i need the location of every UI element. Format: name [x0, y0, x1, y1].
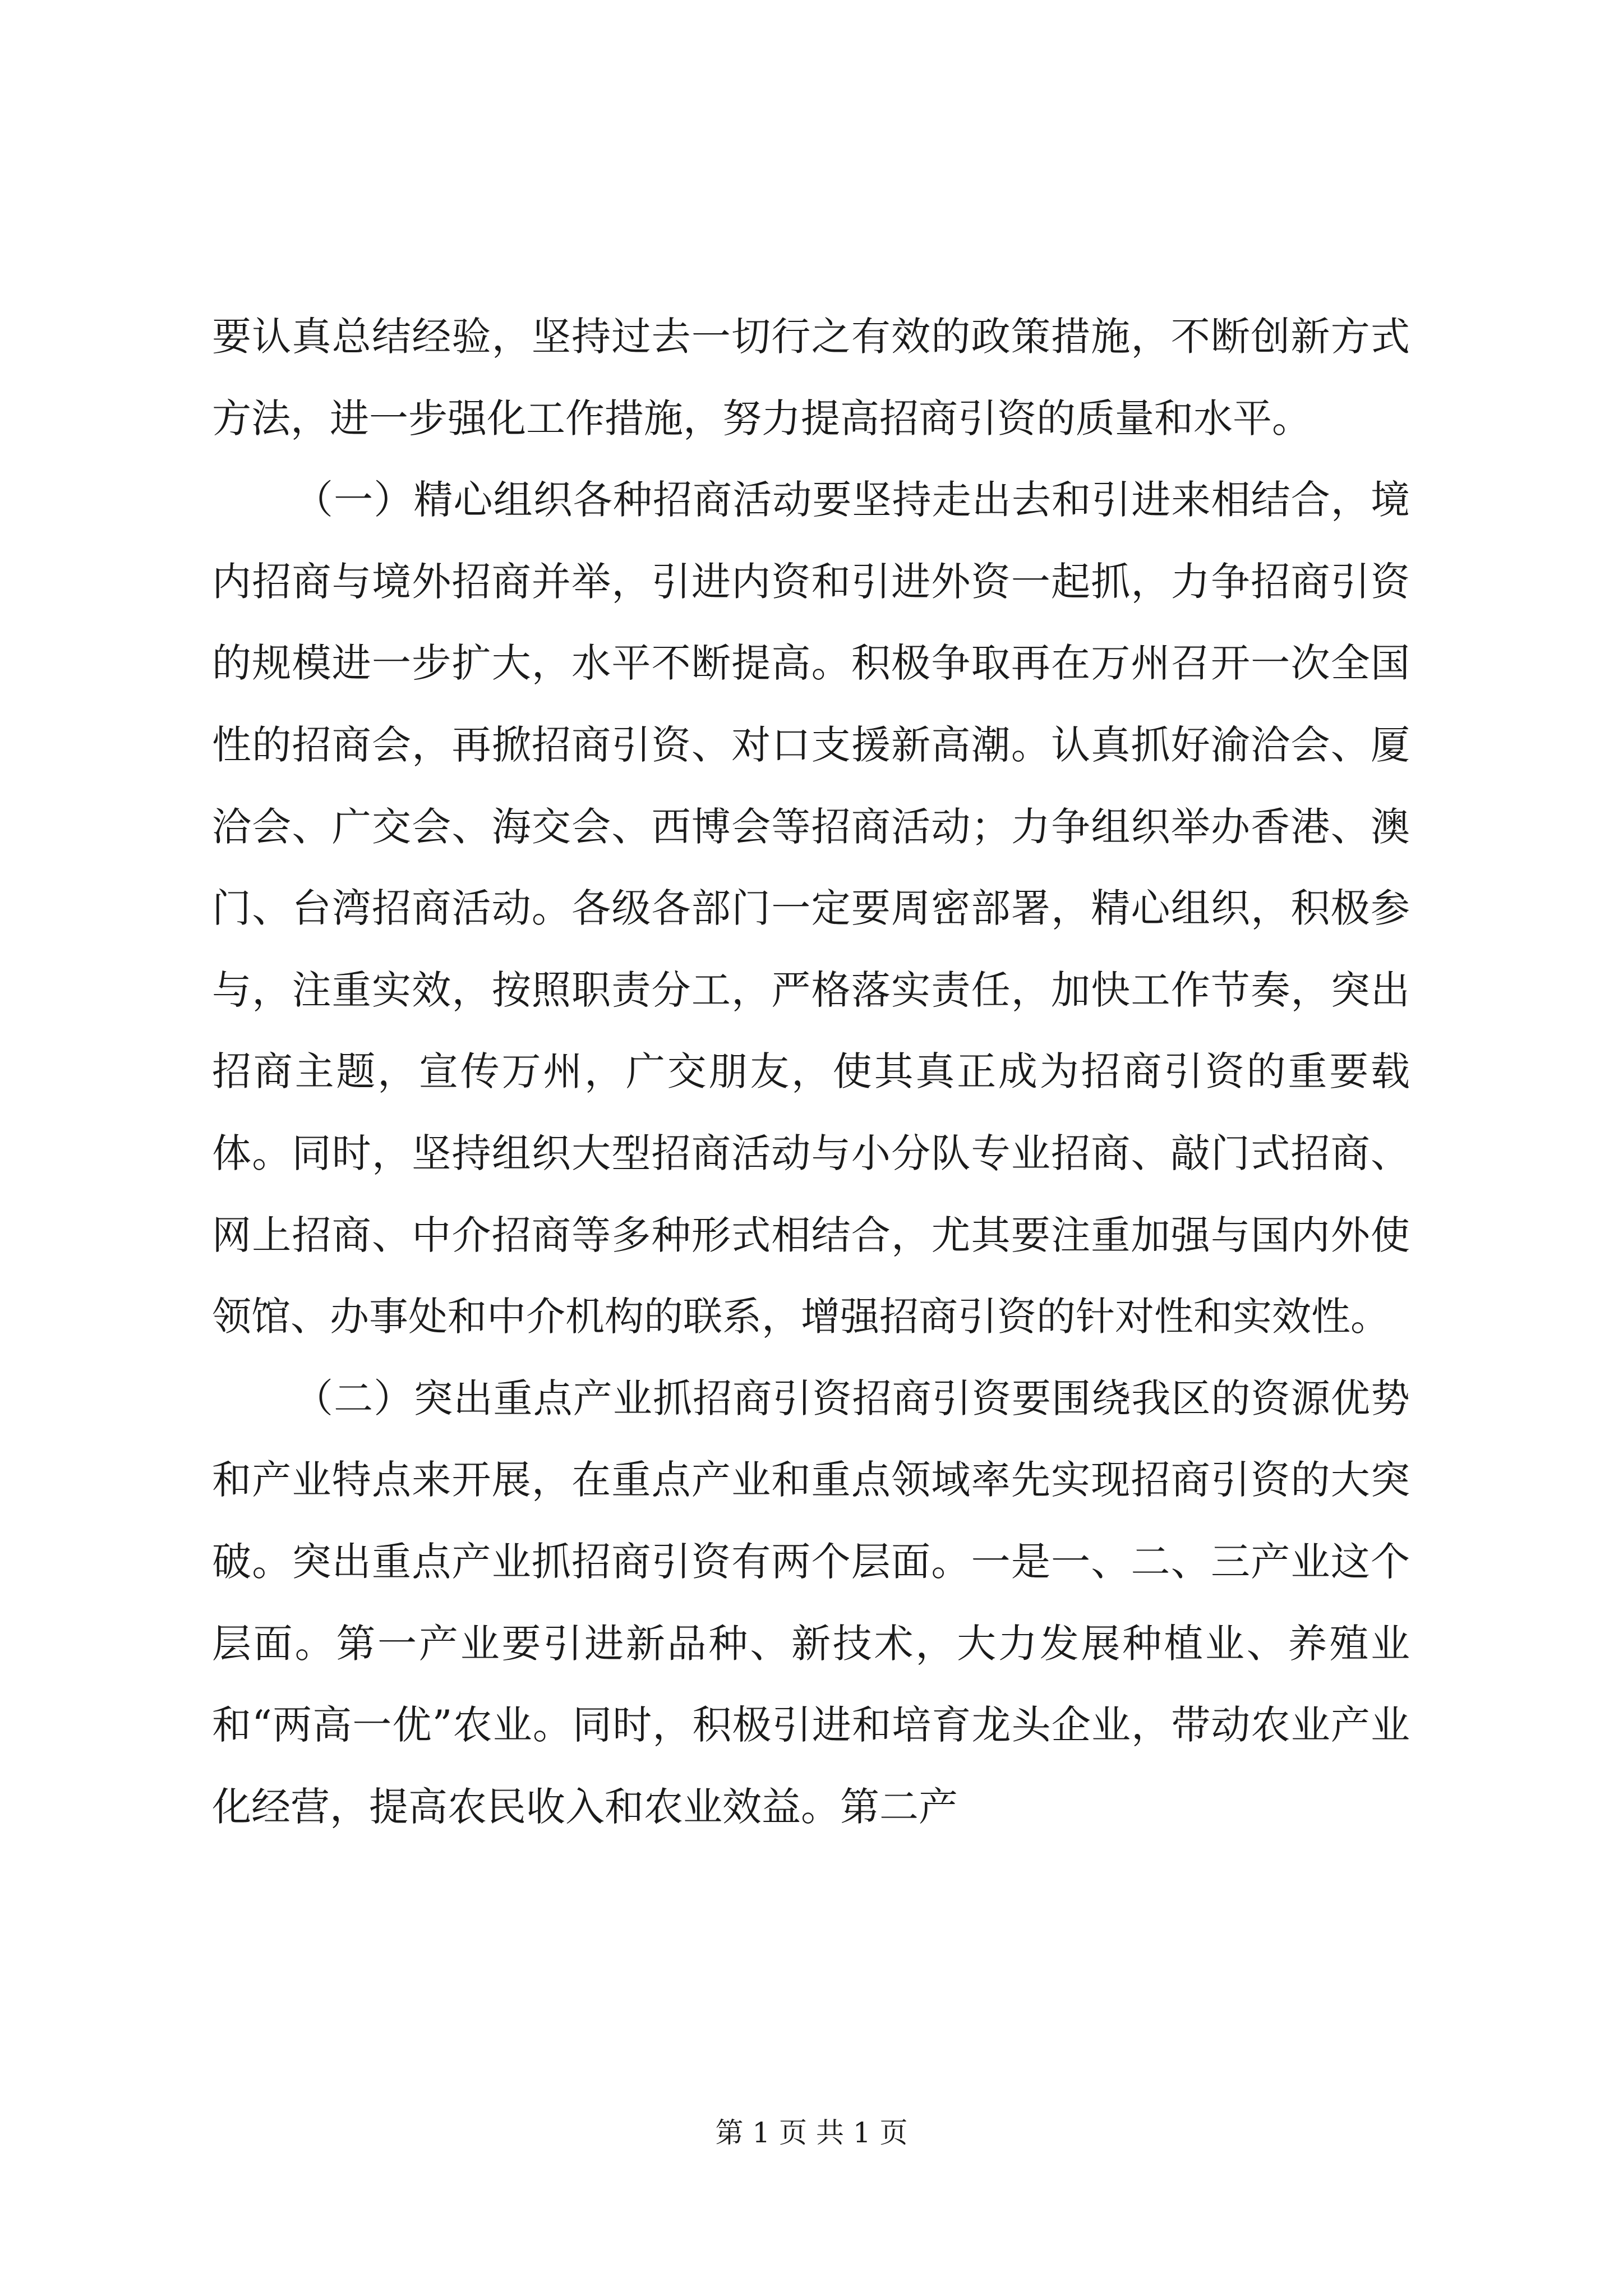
paragraph-3: （二）突出重点产业抓招商引资招商引资要围绕我区的资源优势和产业特点来开展，在重点产业和重点领域率先实现招商引资的大突破。突出重点产业抓招商引资有两个层面。一是一、二、三产业这个层面。第一产业要引进新品种、新技术，大力发展种植业、养殖业和“两高一优”农业。同时，积极引进和培育龙头企业，带动农业产业化经营，提高农民收入和农业效益。第二产: [212, 1375, 1410, 1830]
page-footer: 第 1 页 共 1 页: [715, 2116, 908, 2149]
paragraph-1: 要认真总结经验，坚持过去一切行之有效的政策措施，不断创新方式方法，进一步强化工作措施，努力提高招商引资的质量和水平。: [212, 314, 1410, 441]
paragraph-2: （一）精心组织各种招商活动要坚持走出去和引进来相结合，境内招商与境外招商并举，引进内资和引进外资一起抓，力争招商引资的规模进一步扩大，水平不断提高。积极争取再在万州召开一次全国性的招商会，再掀招商引资、对口支援新高潮。认真抓好渝洽会、厦洽会、广交会、海交会、西博会等招商活动；力争组织举办香港、澳门、台湾招商活动。各级各部门一定要周密部署，精心组织，积极参与，注重实效，按照职责分工，严格落实责任，加快工作节奏，突出招商主题，宣传万州，广交朋友，使其真正成为招商引资的重要载体。同时，坚持组织大型招商活动与小分队专业招商、敲门式招商、网上招商、中介招商等多种形式相结合，尤其要注重加强与国内外使领馆、办事处和中介机构的联系，增强招商引资的针对性和实效性。: [212, 477, 1410, 1340]
document-body: [212, 296, 1410, 1848]
